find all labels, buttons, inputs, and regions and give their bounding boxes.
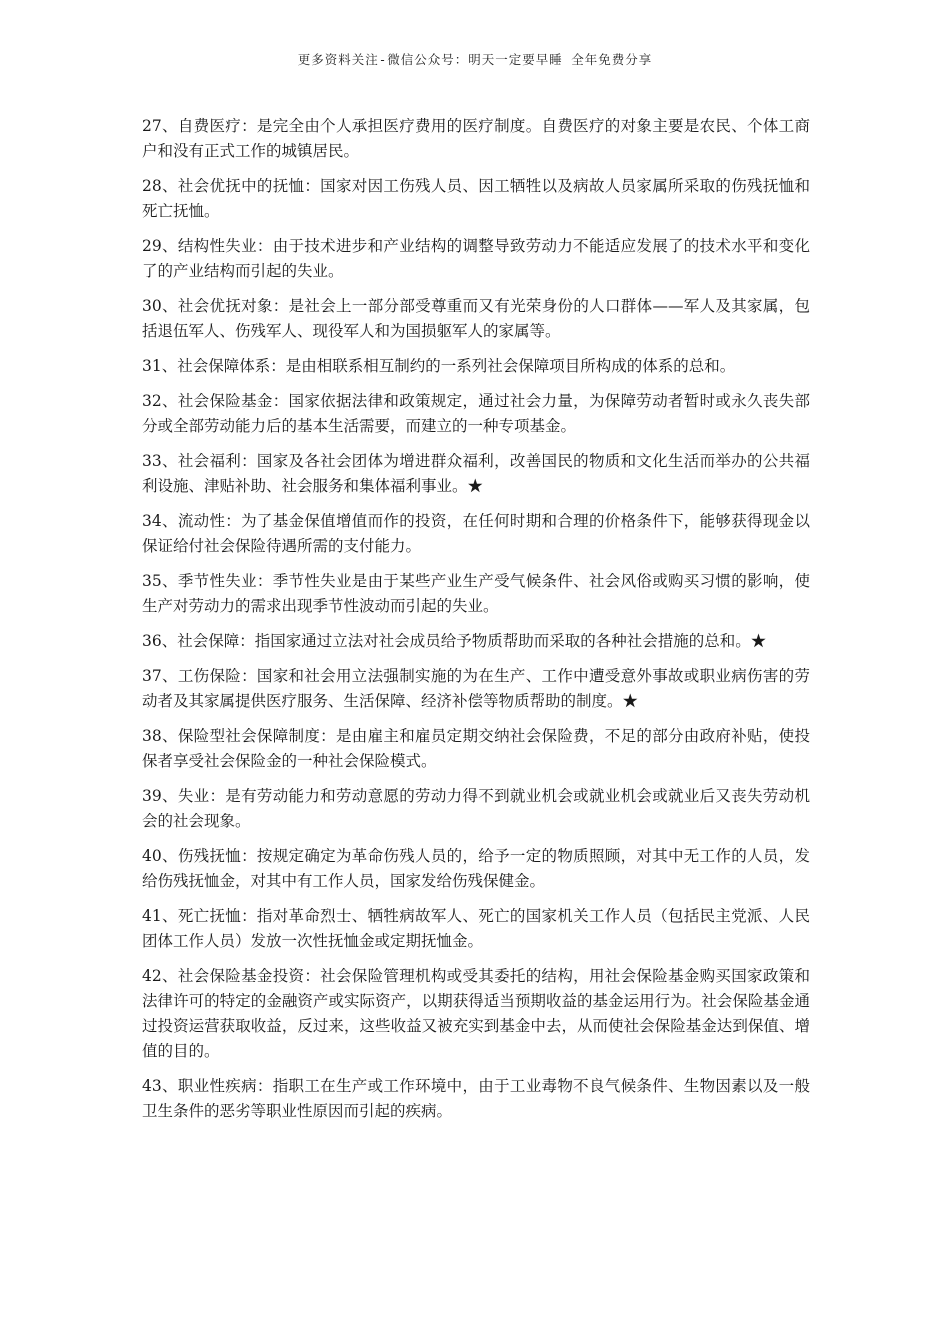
definition-entry-36: 36、社会保障：指国家通过立法对社会成员给予物质帮助而采取的各种社会措施的总和。★ <box>142 632 767 650</box>
definition-entry-43: 43、职业性疾病：指职工在生产或工作环境中，由于工业毒物不良气候条件、生物因素以及一般卫生条件的恶劣等职业性原因而引起的疾病。 <box>142 1077 810 1120</box>
definition-entry-34: 34、流动性：为了基金保值增值而作的投资，在任何时期和合理的价格条件下，能够获得现金以保证给付社会保险待遇所需的支付能力。 <box>142 512 810 555</box>
definition-entry-38: 38、保险型社会保障制度：是由雇主和雇员定期交纳社会保险费，不足的部分由政府补贴，使投保者享受社会保险金的一种社会保险模式。 <box>142 727 810 770</box>
definition-entry-41: 41、死亡抚恤：指对革命烈士、牺牲病故军人、死亡的国家机关工作人员（包括民主党派、人民团体工作人员）发放一次性抚恤金或定期抚恤金。 <box>142 907 810 950</box>
page-header: 更多资料关注-微信公众号：明天一定要早睡 全年免费分享 <box>297 52 653 67</box>
definition-entry-35: 35、季节性失业：季节性失业是由于某些产业生产受气候条件、社会风俗或购买习惯的影响，使生产对劳动力的需求出现季节性波动而引起的失业。 <box>142 572 810 615</box>
definition-entry-33: 33、社会福利：国家及各社会团体为增进群众福利，改善国民的物质和文化生活而举办的公共福利设施、津贴补助、社会服务和集体福利事业。★ <box>142 452 810 495</box>
definition-entry-39: 39、失业：是有劳动能力和劳动意愿的劳动力得不到就业机会或就业机会或就业后又丧失劳动机会的社会现象。 <box>142 787 810 830</box>
definition-entry-31: 31、社会保障体系：是由相联系相互制约的一系列社会保障项目所构成的体系的总和。 <box>142 357 736 375</box>
definition-entry-29: 29、结构性失业：由于技术进步和产业结构的调整导致劳动力不能适应发展了的技术水平和变化了的产业结构而引起的失业。 <box>142 237 810 280</box>
definition-entry-30: 30、社会优抚对象：是社会上一部分部受尊重而又有光荣身份的人口群体——军人及其家属，包括退伍军人、伤残军人、现役军人和为国损躯军人的家属等。 <box>142 297 810 340</box>
definition-entry-27: 27、自费医疗：是完全由个人承担医疗费用的医疗制度。自费医疗的对象主要是农民、个体工商户和没有正式工作的城镇居民。 <box>142 117 810 160</box>
definition-entry-40: 40、伤残抚恤：按规定确定为革命伤残人员的，给予一定的物质照顾，对其中无工作的人员，发给伤残抚恤金，对其中有工作人员，国家发给伤残保健金。 <box>142 847 810 890</box>
definition-entry-32: 32、社会保险基金：国家依据法律和政策规定，通过社会力量，为保障劳动者暂时或永久丧失部分或全部劳动能力后的基本生活需要，而建立的一种专项基金。 <box>142 392 810 435</box>
definition-entry-37: 37、工伤保险：国家和社会用立法强制实施的为在生产、工作中遭受意外事故或职业病伤害的劳动者及其家属提供医疗服务、生活保障、经济补偿等物质帮助的制度。★ <box>142 667 810 710</box>
definition-entry-42: 42、社会保险基金投资：社会保险管理机构或受其委托的结构，用社会保险基金购买国家政策和法律许可的特定的金融资产或实际资产，以期获得适当预期收益的基金运用行为。社会保险基金通过投资运营获取收益，反过来，这些收益又被充实到基金中去，从而使社会保险基金达到保值、增值的目的。 <box>142 967 810 1060</box>
definition-entry-28: 28、社会优抚中的抚恤：国家对因工伤残人员、因工牺牲以及病故人员家属所采取的伤残抚恤和死亡抚恤。 <box>142 177 810 220</box>
document-body <box>142 114 810 1134</box>
